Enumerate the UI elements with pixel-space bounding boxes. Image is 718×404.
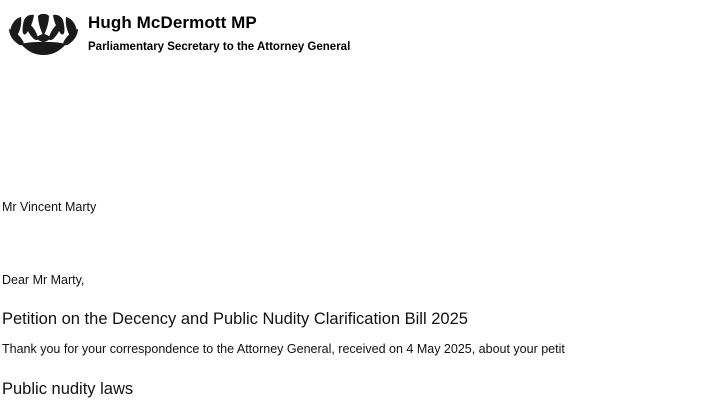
- salutation: Dear Mr Marty,: [2, 273, 85, 287]
- letterhead: [0, 8, 718, 68]
- recipient-name: Mr Vincent Marty: [2, 200, 97, 214]
- mp-role: Parliamentary Secretary to the Attorney General: [88, 41, 351, 53]
- letter-subject-heading: Petition on the Decency and Public Nudity Clarification Bill 2025: [2, 310, 468, 328]
- section-heading-public-nudity-laws: Public nudity laws: [2, 380, 134, 398]
- letterhead-text: [88, 12, 350, 55]
- letter-paragraph: Thank you for your correspondence to the Attorney General, received on 4 May 2025, about your petit: [2, 342, 565, 356]
- mp-name: Hugh McDermott MP: [88, 13, 257, 32]
- waratah-nsw-logo-icon: [8, 14, 80, 58]
